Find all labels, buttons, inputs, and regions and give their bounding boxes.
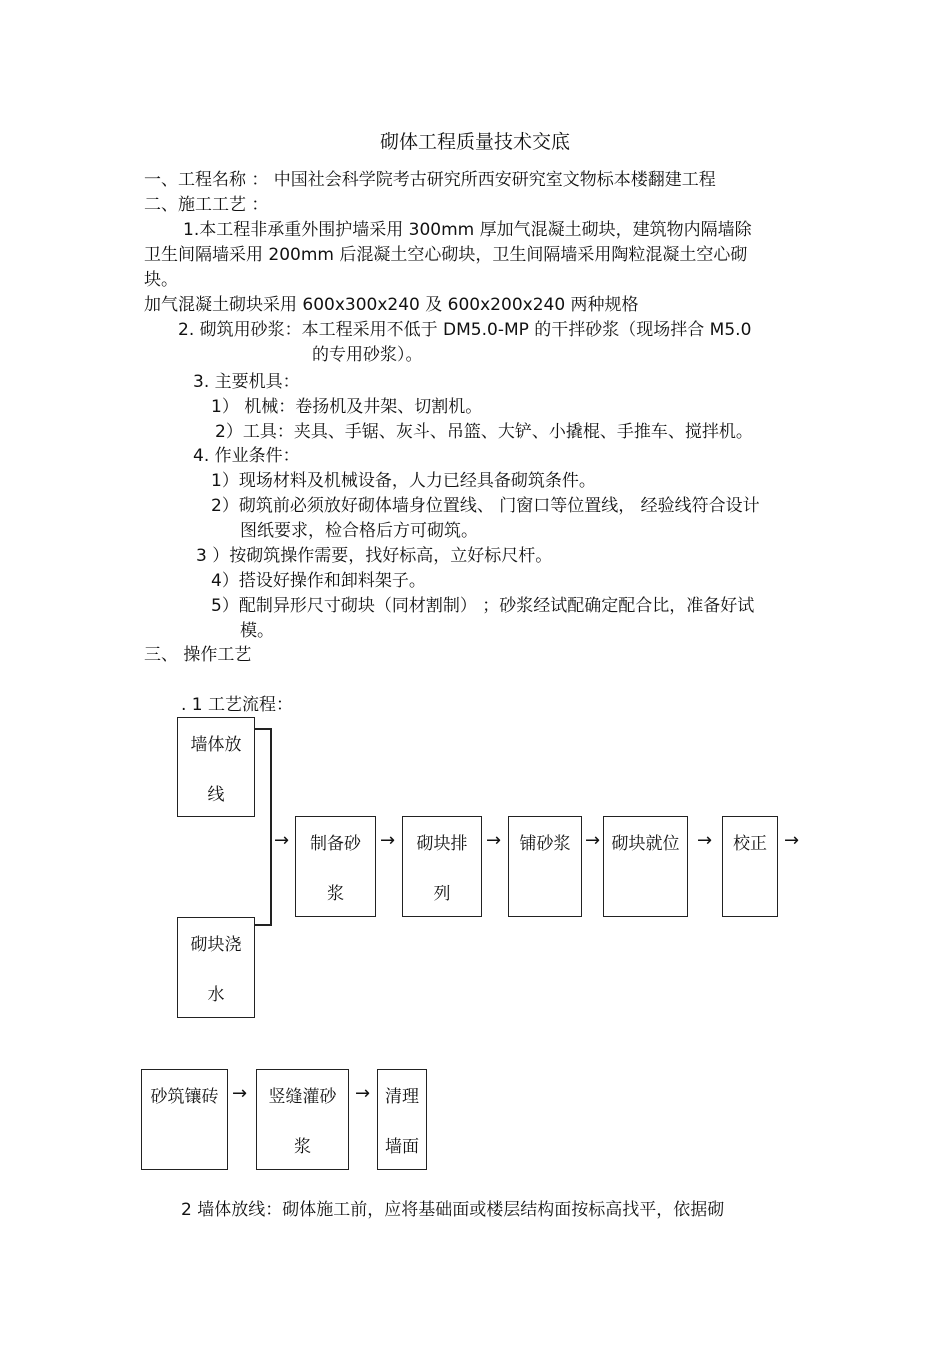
flow-box-label: 墙面: [385, 1137, 419, 1157]
flow-arrow: →: [486, 830, 502, 851]
flow-box-brick-inlay: [141, 1069, 228, 1170]
mortar-line-1: 2. 砌筑用砂浆：本工程采用不低于 DM5.0-MP 的干拌砂浆（现场拌合 M5.0: [178, 320, 752, 340]
condition-3: 3 ）按砌筑操作需要，找好标高，立好标尺杆。: [196, 546, 553, 566]
flow-box-label: 浆: [327, 884, 344, 904]
flow-box-label: 清理: [385, 1087, 419, 1107]
flow-arrow: →: [274, 830, 290, 851]
flow-box-label: 制备砂: [310, 834, 361, 854]
flow-box-lay-mortar: [508, 816, 582, 917]
flow-box-block-place: [603, 816, 688, 917]
wall-layout-paragraph: 2 墙体放线：砌体施工前，应将基础面或楼层结构面按标高找平，依据砌: [181, 1200, 725, 1220]
condition-4: 4）搭设好操作和卸料架子。: [211, 571, 426, 591]
bracket-vertical: [270, 728, 272, 926]
section-3-heading: 三、 操作工艺: [144, 645, 252, 665]
flow-box-label: 砌块就位: [611, 834, 680, 854]
flow-box-label: 校正: [733, 834, 767, 854]
flow-box-label: 砌块排: [416, 834, 468, 854]
condition-5-line-1: 5）配制异形尺寸砌块（同材割制） ；砂浆经试配确定配合比，准备好试: [211, 596, 755, 616]
flow-box-label: 砂筑镶砖: [150, 1087, 219, 1107]
flow-box-label: 砌块浇: [190, 935, 242, 955]
flow-arrow: →: [585, 830, 601, 851]
flow-box-label: 浆: [294, 1137, 311, 1157]
paragraph-1-line-2: 卫生间隔墙采用 200mm 后混凝土空心砌块，卫生间隔墙采用陶粒混凝土空心砌: [144, 245, 748, 265]
machinery-line: 1） 机械：卷扬机及井架、切割机。: [211, 397, 483, 417]
flow-box-block-arrange: [402, 816, 482, 917]
conditions-heading: 4. 作业条件：: [193, 446, 300, 466]
document-title: 砌体工程质量技术交底: [379, 131, 570, 153]
project-name-line: 一、工程名称 ： 中国社会科学院考古研究所西安研究室文物标本楼翻建工程: [144, 170, 716, 190]
flow-box-label: 铺砂浆: [519, 834, 571, 854]
flow-arrow: →: [697, 830, 713, 851]
flow-arrow: →: [380, 830, 396, 851]
flow-box-joint-grout: [256, 1069, 349, 1170]
tools-heading: 3. 主要机具：: [193, 372, 300, 392]
paragraph-1-line-1: 1.本工程非承重外围护墙采用 300mm 厚加气混凝土砌块，建筑物内隔墙除: [183, 220, 752, 240]
section-2-heading: 二、施工工艺 ：: [144, 195, 269, 215]
flow-box-wall-layout: [177, 717, 255, 817]
bracket-bottom: [255, 924, 272, 926]
flow-arrow: →: [355, 1083, 371, 1104]
flow-box-label: 线: [207, 785, 225, 805]
flow-box-label: 竖缝灌砂: [268, 1087, 337, 1107]
flow-arrow: →: [784, 830, 800, 851]
condition-5-line-2: 模。: [240, 621, 274, 641]
paragraph-1-line-3: 块。: [144, 270, 178, 290]
flow-box-prepare-mortar: [295, 816, 376, 917]
flow-box-label: 水: [207, 985, 225, 1005]
flow-box-clean-wall: [377, 1069, 427, 1170]
flow-box-label: 列: [433, 884, 451, 904]
condition-2-line-2: 图纸要求，检合格后方可砌筑。: [240, 521, 478, 541]
condition-2-line-1: 2）砌筑前必须放好砌体墙身位置线、 门窗口等位置线， 经验线符合设计: [211, 496, 760, 516]
block-spec-line: 加气混凝土砌块采用 600x300x240 及 600x200x240 两种规格: [144, 295, 639, 315]
mortar-line-2: 的专用砂浆）。: [312, 345, 423, 365]
flow-arrow: →: [232, 1083, 248, 1104]
flow-box-block-watering: [177, 917, 255, 1018]
flow-box-correct: [722, 816, 778, 917]
flow-box-label: 墙体放: [190, 735, 242, 755]
hand-tools-line: 2）工具：夹具、手锯、灰斗、吊篮、大铲、小撬棍、手推车、搅拌机。: [215, 422, 753, 442]
process-flow-heading: . 1 工艺流程：: [181, 695, 294, 715]
condition-1: 1）现场材料及机械设备，人力已经具备砌筑条件。: [211, 471, 596, 491]
